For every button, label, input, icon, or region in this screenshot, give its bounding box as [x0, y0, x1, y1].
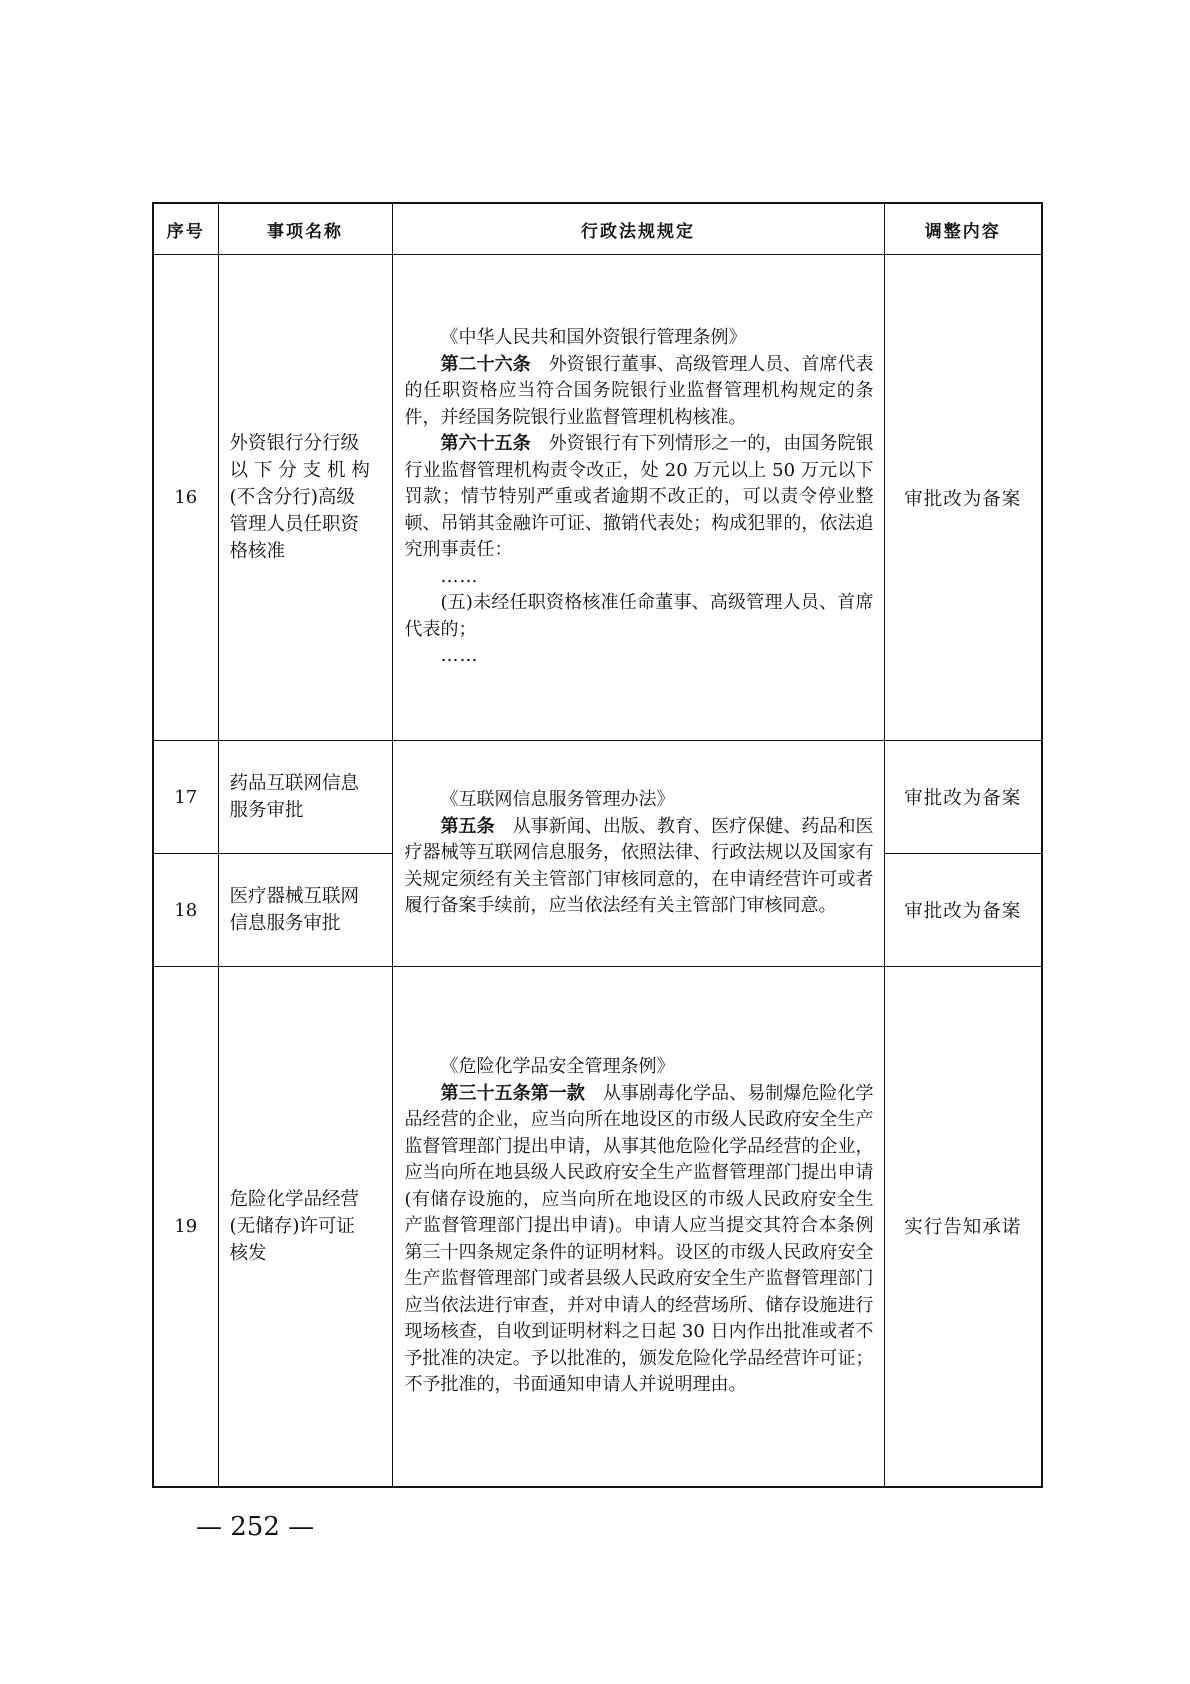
- row-law-shared: [392, 741, 884, 967]
- regulation-table: [152, 202, 1043, 1488]
- article-text: 从事剧毒化学品、易制爆危险化学品经营的企业，应当向所在地设区的市级人民政府安全生产监督管理部门提出申请，从事其他危险化学品经营的企业，应当向所在地县级人民政府安全生产监督管理部门提出申请(有储存设施的，应当向所在地设区的市级人民政府安全生产监督管理部门提出申请)。申请人应当提交其符合本条例第三十四条规定条件的证明材料。设区的市级人民政府安全生产监督管理部门或者县级人民政府安全生产监督管理部门应当依法进行审查，并对申请人的经营场所、储存设施进行现场核查，自收到证明材料之日起 30 日内作出批准或者不予批准的决定。予以批准的，颁发危险化学品经营许可证；不予批准的，书面通知申请人并说明理由。: [404, 1082, 874, 1395]
- ellipsis: ……: [440, 565, 479, 587]
- name-line: 外资银行分行级: [229, 433, 360, 454]
- law-paragraph: [405, 352, 874, 432]
- law-paragraph: [405, 1081, 874, 1399]
- law-title: 《中华人民共和国外资银行管理条例》: [440, 327, 747, 349]
- article-text: 外资银行有下列情形之一的，由国务院银行业监督管理机构责令改正，处 20 万元以上 50 万元以下罚款；情节特别严重或者逾期不改正的，可以责令停业整顿、吊销其金融许可证、撤销代表处；构成犯罪的，依法追究刑事责任：: [404, 433, 874, 561]
- article-label: 第二十六条: [440, 353, 531, 375]
- row-name: [218, 741, 392, 854]
- name-line: 核发: [229, 1242, 267, 1264]
- header-name: 事项名称: [218, 203, 392, 255]
- header-adjust: 调整内容: [884, 203, 1042, 255]
- ellipsis: ……: [440, 645, 479, 667]
- row-adjust: 审批改为备案: [884, 854, 1042, 967]
- article-text: 从事新闻、出版、教育、医疗保健、药品和医疗器械等互联网信息服务，依照法律、行政法规以及国家有关规定须经有关主管部门审核同意的，在申请经营许可或者履行备案手续前，应当依法经有关主管部门审核同意。: [404, 815, 874, 917]
- row-seq: 19: [153, 967, 218, 1487]
- row-name: [218, 967, 392, 1487]
- name-line: (无储存)许可证: [229, 1215, 355, 1237]
- name-line: 医疗器械互联网: [229, 886, 360, 907]
- page-number: — 252 —: [196, 1512, 315, 1542]
- row-adjust: 实行告知承诺: [884, 967, 1042, 1487]
- law-paragraph: [405, 814, 874, 920]
- row-law: [392, 967, 884, 1487]
- law-title: 《互联网信息服务管理办法》: [440, 789, 675, 811]
- row-seq: 18: [153, 854, 218, 967]
- name-line: 危险化学品经营: [229, 1188, 360, 1210]
- row-law: [392, 255, 884, 741]
- table-row: [153, 741, 1042, 854]
- row-name: [218, 854, 392, 967]
- article-label: 第三十五条第一款: [440, 1082, 585, 1104]
- table-row: [153, 255, 1042, 741]
- article-label: 第六十五条: [440, 433, 531, 455]
- row-adjust: 审批改为备案: [884, 741, 1042, 854]
- article-text: 外资银行董事、高级管理人员、首席代表的任职资格应当符合国务院银行业监督管理机构规定的条件，并经国务院银行业监督管理机构核准。: [404, 353, 874, 428]
- header-law: 行政法规规定: [392, 203, 884, 255]
- name-line: 信息服务审批: [229, 913, 341, 934]
- name-line: 服务审批: [229, 800, 304, 821]
- law-title: 《危险化学品安全管理条例》: [440, 1056, 675, 1077]
- name-line: 药品互联网信息: [229, 773, 360, 794]
- name-line: 管理人员任职资: [229, 514, 360, 535]
- row-name: [218, 255, 392, 741]
- name-line: 以 下 分 支 机 构: [229, 460, 370, 481]
- row-seq: 16: [153, 255, 218, 741]
- article-label: 第五条: [440, 815, 495, 837]
- row-adjust: 审批改为备案: [884, 255, 1042, 741]
- table-header-row: [153, 203, 1042, 255]
- name-line: (不含分行)高级: [229, 487, 355, 508]
- law-item: (五)未经任职资格核准任命董事、高级管理人员、首席代表的；: [404, 592, 874, 640]
- name-line: 格核准: [229, 541, 286, 562]
- header-seq: 序号: [153, 203, 218, 255]
- row-seq: 17: [153, 741, 218, 854]
- law-paragraph: [405, 431, 874, 564]
- table-row: [153, 967, 1042, 1487]
